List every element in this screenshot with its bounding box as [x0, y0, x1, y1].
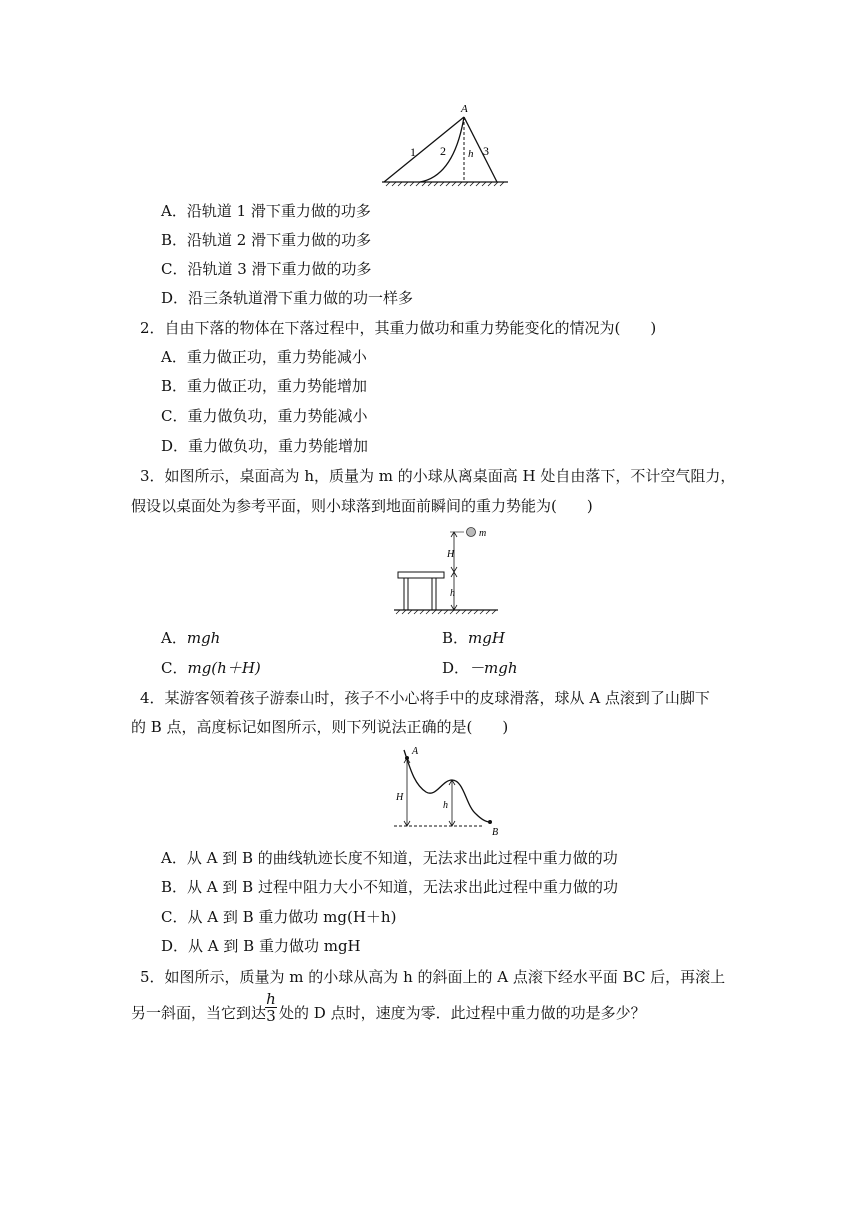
ball-mass-label: m	[479, 528, 487, 539]
q3-option-c-value: mg(h＋H)	[187, 659, 261, 677]
q3-option-a	[161, 628, 220, 648]
height-h-label: h	[468, 148, 474, 160]
q4-stem-line-2: 的 B 点，高度标记如图所示，则下列说法正确的是( )	[131, 718, 509, 736]
height-H-label: H	[396, 792, 404, 803]
slope-curve	[404, 750, 490, 822]
height-h-label: h	[450, 588, 455, 599]
q3-option-d	[442, 658, 518, 678]
ball-icon	[467, 528, 476, 537]
q3-stem-line-1: 3．如图所示，桌面高为 h，质量为 m 的小球从离桌面高 H 处自由落下，不计空气阻力，	[140, 467, 736, 485]
q5-stem-line-2a: 另一斜面，当它到达	[131, 1004, 267, 1022]
q3-option-c-key: C．	[161, 659, 188, 677]
track-3-label: 3	[483, 144, 489, 158]
q3-option-c	[161, 658, 261, 678]
q1-option-d: D．沿三条轨道滑下重力做的功一样多	[161, 289, 414, 307]
q3-option-a-key: A．	[161, 629, 187, 647]
q4-option-a: A．从 A 到 B 的曲线轨迹长度不知道，无法求出此过程中重力做的功	[161, 849, 618, 867]
q3-option-b-key: B．	[442, 629, 469, 647]
q4-option-c: C．从 A 到 B 重力做功 mg(H＋h)	[161, 908, 397, 926]
height-h-label: h	[443, 800, 448, 811]
q3-option-b-value: mgH	[468, 629, 505, 647]
track-1-label: 1	[410, 145, 416, 159]
q3-option-d-key: D．	[442, 659, 470, 677]
q1-option-b: B．沿轨道 2 滑下重力做的功多	[161, 231, 372, 249]
q4-option-b: B．从 A 到 B 过程中阻力大小不知道，无法求出此过程中重力做的功	[161, 878, 618, 896]
fraction-h-over-3	[265, 991, 277, 1024]
q2-stem: 2．自由下落的物体在下落过程中，其重力做功和重力势能变化的情况为( )	[140, 319, 657, 337]
q4-stem-line-1: 4．某游客领着孩子游泰山时，孩子不小心将手中的皮球滑落，球从 A 点滚到了山脚下	[140, 689, 710, 707]
q2-option-d: D．重力做负功，重力势能增加	[161, 437, 369, 455]
tracks-figure	[378, 100, 512, 190]
table-top	[398, 572, 444, 578]
q3-stem-line-2: 假设以桌面处为参考平面，则小球落到地面前瞬间的重力势能为( )	[131, 497, 593, 515]
q1-option-a: A．沿轨道 1 滑下重力做的功多	[161, 202, 371, 220]
point-a-label: A	[461, 103, 468, 115]
q2-option-a: A．重力做正功，重力势能减小	[161, 348, 367, 366]
track-2-label: 2	[440, 144, 446, 158]
table-ball-figure	[390, 522, 502, 618]
fraction-denominator: 3	[266, 1007, 276, 1025]
q2-option-c: C．重力做负功，重力势能减小	[161, 407, 368, 425]
q5-stem-line-1: 5．如图所示，质量为 m 的小球从高为 h 的斜面上的 A 点滚下经水平面 BC 后，再滚上	[140, 968, 726, 986]
track-1-line	[384, 117, 464, 182]
mountain-curve-figure	[386, 744, 510, 838]
q4-option-d: D．从 A 到 B 重力做功 mgH	[161, 937, 361, 955]
q5-stem-line-2b: 处的 D 点时，速度为零．此过程中重力做的功是多少？	[279, 1004, 646, 1022]
point-b-label: B	[492, 827, 499, 838]
q2-option-b: B．重力做正功，重力势能增加	[161, 377, 368, 395]
q3-option-b	[442, 628, 505, 648]
ball-end-icon	[488, 820, 492, 824]
q3-option-d-value: －mgh	[469, 659, 518, 677]
point-a-label: A	[412, 746, 419, 757]
q3-option-a-value: mgh	[186, 629, 221, 647]
q1-option-c: C．沿轨道 3 滑下重力做的功多	[161, 260, 372, 278]
height-H-label: H	[447, 549, 455, 560]
fraction-numerator: h	[266, 990, 276, 1008]
